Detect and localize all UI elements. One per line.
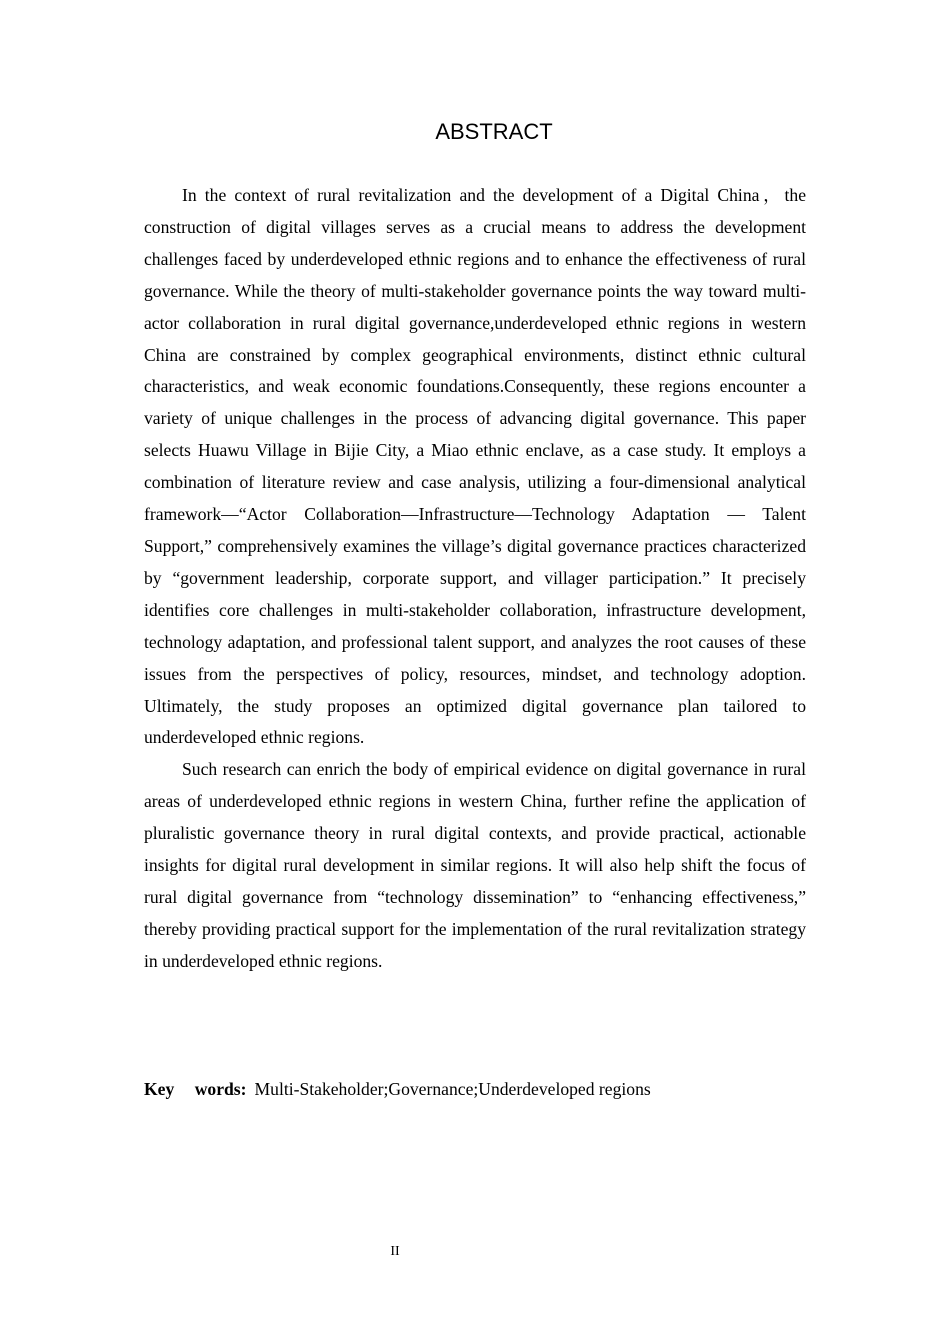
abstract-title: ABSTRACT <box>435 119 553 144</box>
abstract-paragraph-2: Such research can enrich the body of empirical evidence on digital governance in rural areas of underdeveloped ethnic regions in western China, further refine the application of pluralistic governance theory in rural digital contexts, and provide practical, actionable insights for digital rural development in similar regions. It will also help shift the focus of rural digital governance from “technology dissemination” to “enhancing effectiveness,” thereby providing practical support for the implementation of the rural revitalization strategy in underdeveloped ethnic regions. <box>144 759 806 971</box>
abstract-paragraph-1: In the context of rural revitalization and the development of a Digital China，the construction of digital villages serves as a crucial means to address the development challenges faced by underdeveloped ethnic regions and to enhance the effectiveness of rural governance. While the theory of multi-stakeholder governance points the way toward multi-actor collaboration in rural digital governance,underdeveloped ethnic regions in western China are constrained by complex geographical environments, distinct ethnic cultural characteristics, and weak economic foundations.Consequently, these regions encounter a variety of unique challenges in the process of advancing digital governance. This paper selects Huawu Village in Bijie City, a Miao ethnic enclave, as a case study. It employs a combination of literature review and case analysis, utilizing a four-dimensional analytical framework—“Actor Collaboration—Infrastructure—Technology Adaptation — Talent Support,” comprehensively examines the village’s digital governance practices characterized by “government leadership, corporate support, and villager participation.” It precisely identifies core challenges in multi-stakeholder collaboration, infrastructure development, technology adaptation, and professional talent support, and analyzes the root causes of these issues from the perspectives of policy, resources, mindset, and technology adoption. Ultimately, the study proposes an optimized digital governance plan tailored to underdeveloped ethnic regions. <box>144 185 806 748</box>
page-number: II <box>390 1244 400 1259</box>
keywords-label: Key words: <box>144 1079 247 1099</box>
abstract-body <box>144 180 806 978</box>
keywords-line <box>144 1074 806 1104</box>
keywords-value: Multi-Stakeholder;Governance;Underdeveloped regions <box>254 1079 651 1099</box>
